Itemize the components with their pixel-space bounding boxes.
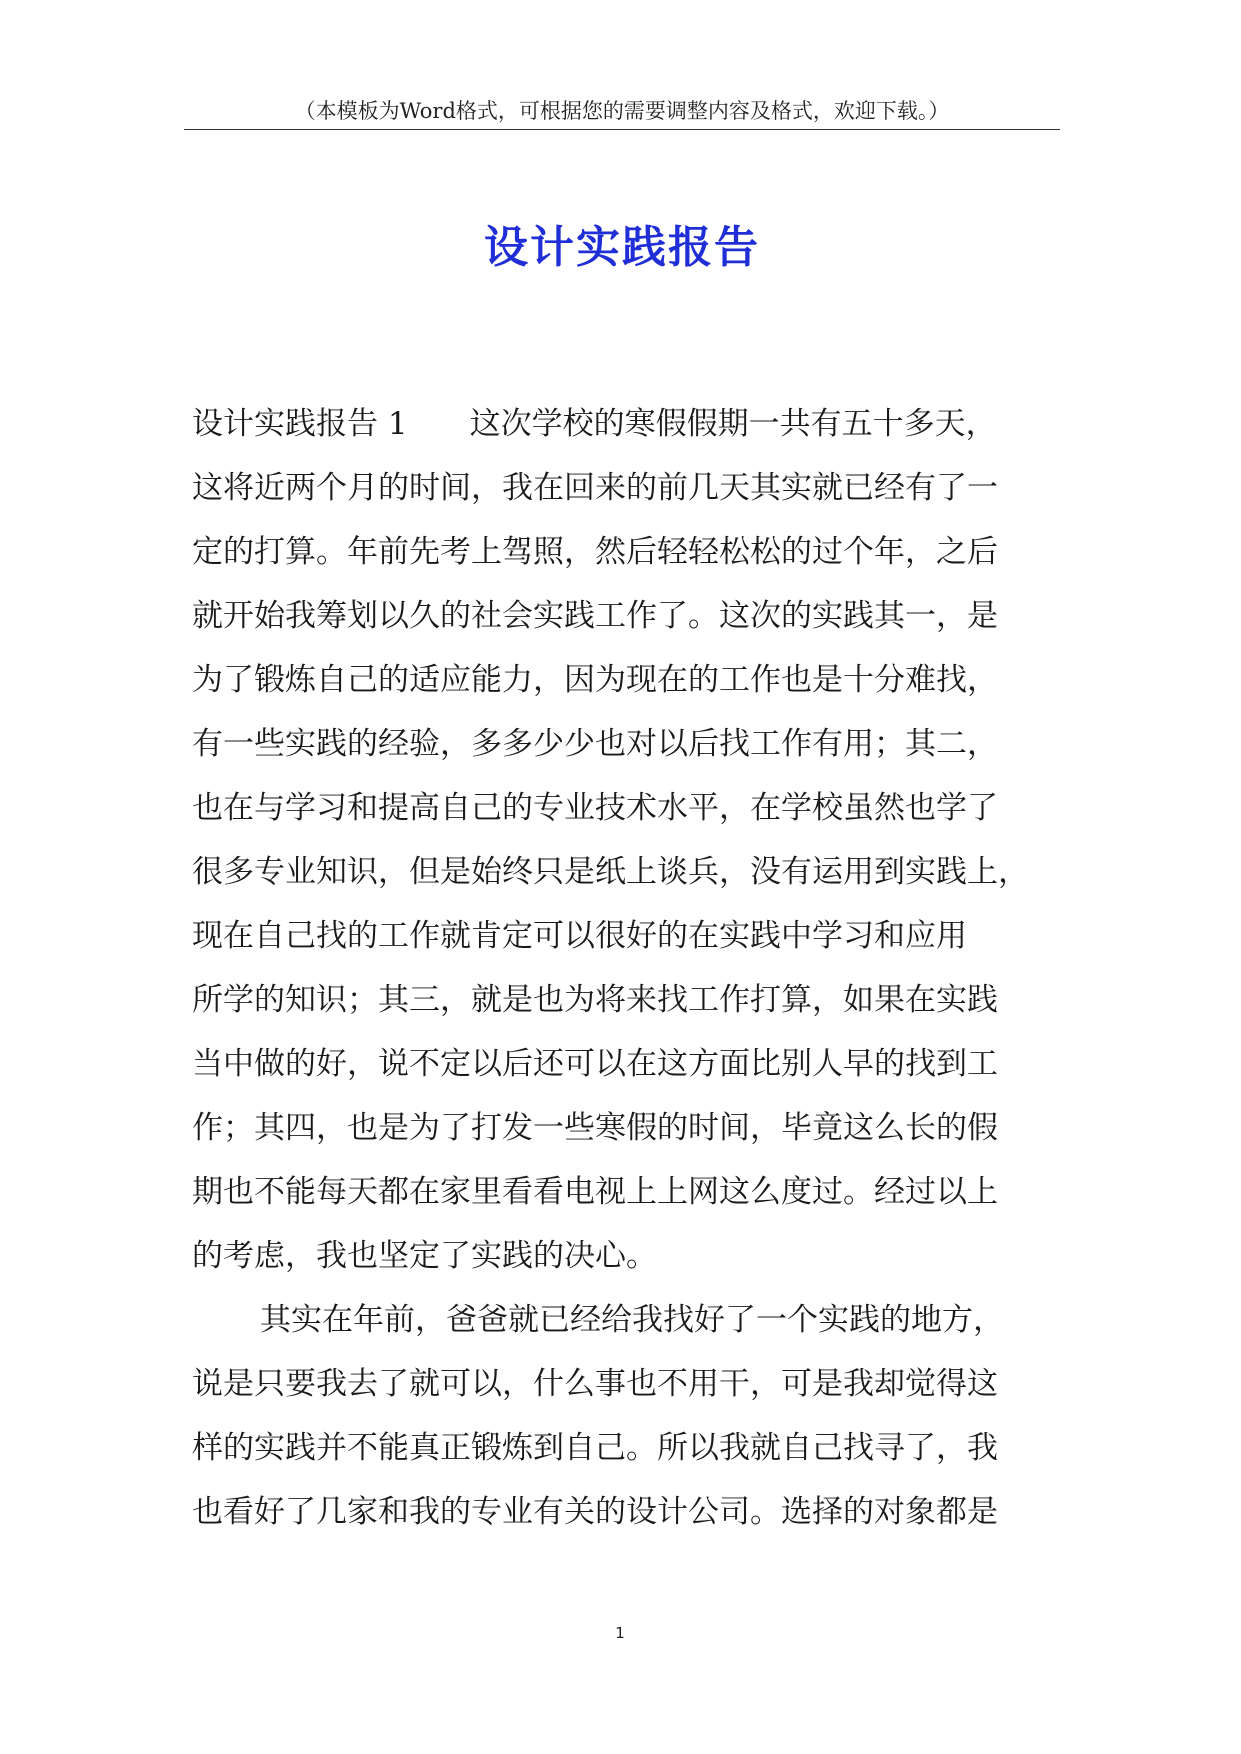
- page-number: 1: [615, 1624, 625, 1642]
- body-line: 当中做的好，说不定以后还可以在这方面比别人早的找到工: [192, 1046, 998, 1082]
- header-divider: [184, 129, 1060, 130]
- body-line: 为了锻炼自己的适应能力，因为现在的工作也是十分难找，: [192, 662, 998, 698]
- body-line: 的考虑，我也坚定了实践的决心。: [192, 1238, 657, 1274]
- body-line: 这将近两个月的时间，我在回来的前几天其实就已经有了一: [192, 470, 998, 506]
- body-text: [192, 392, 1062, 1544]
- body-line: 现在自己找的工作就肯定可以很好的在实践中学习和应用: [192, 918, 967, 954]
- body-line: 期也不能每天都在家里看看电视上上网这么度过。经过以上: [192, 1174, 998, 1210]
- body-line: 有一些实践的经验，多多少少也对以后找工作有用；其二，: [192, 726, 998, 762]
- body-line: 说是只要我去了就可以，什么事也不用干，可是我却觉得这: [192, 1366, 998, 1402]
- body-line: 定的打算。年前先考上驾照，然后轻轻松松的过个年，之后: [192, 534, 998, 570]
- body-line-paragraph-start: 其实在年前，爸爸就已经给我找好了一个实践的地方，: [260, 1302, 1004, 1338]
- body-line: 样的实践并不能真正锻炼到自己。所以我就自己找寻了，我: [192, 1430, 998, 1466]
- body-line: 设计实践报告 1 这次学校的寒假假期一共有五十多天，: [192, 406, 997, 442]
- body-line: 也看好了几家和我的专业有关的设计公司。选择的对象都是: [192, 1494, 998, 1530]
- body-line: 就开始我筹划以久的社会实践工作了。这次的实践其一，是: [192, 598, 998, 634]
- document-title: 设计实践报告: [484, 222, 760, 273]
- body-line: 也在与学习和提高自己的专业技术水平，在学校虽然也学了: [192, 790, 998, 826]
- body-line: 很多专业知识，但是始终只是纸上谈兵，没有运用到实践上，: [192, 854, 1029, 890]
- body-line: 所学的知识；其三，就是也为将来找工作打算，如果在实践: [192, 982, 998, 1018]
- template-note: （本模板为Word格式，可根据您的需要调整内容及格式，欢迎下载。）: [294, 99, 950, 123]
- body-line: 作；其四，也是为了打发一些寒假的时间，毕竟这么长的假: [192, 1110, 998, 1146]
